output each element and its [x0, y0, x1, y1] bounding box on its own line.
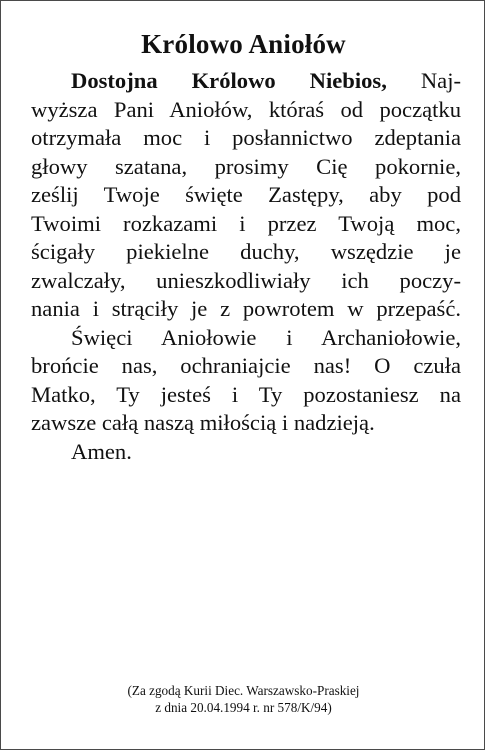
imprimatur-line: (Za zgodą Kurii Diec. Warszawsko-Praskiej: [127, 683, 360, 698]
prayer-line: głowy szatana, prosimy Cię pokornie,: [31, 153, 461, 179]
prayer-line: Matko, Ty jesteś i Ty pozostaniesz na: [31, 381, 461, 407]
prayer-line: zawsze całą naszą miłością i nadzieją.: [31, 410, 375, 435]
prayer-line: wyższa Pani Aniołów, któraś od początku: [31, 96, 461, 122]
prayer-line: Twoimi rozkazami i przez Twoją moc,: [31, 210, 461, 236]
prayer-line: brońcie nas, ochraniajcie nas! O czuła: [31, 353, 461, 378]
prayer-line: zwalczały, unieszkodliwiały ich poczy-: [31, 267, 461, 293]
prayer-text: [31, 67, 461, 466]
imprimatur-note: [1, 682, 485, 716]
prayer-line: Święci Aniołowie i Archaniołowie,: [71, 324, 461, 350]
invocation-bold: Dostojna Królowo Niebios,: [71, 68, 387, 93]
prayer-amen: Amen.: [71, 438, 132, 464]
prayer-line: ścigały piekielne duchy, wszędzie je: [31, 239, 461, 264]
prayer-line: nania i strąciły je z powrotem w przepaść.: [31, 296, 461, 321]
prayer-line: ześlij Twoje święte Zastępy, aby pod: [31, 182, 461, 207]
imprimatur-line: z dnia 20.04.1994 r. nr 578/K/94): [155, 700, 332, 715]
prayer-title: Królowo Aniołów: [141, 29, 346, 59]
prayer-line-text: Naj-: [386, 68, 462, 93]
prayer-line: [31, 67, 461, 96]
prayer-line: otrzymała moc i posłannictwo zdeptania: [31, 125, 461, 150]
